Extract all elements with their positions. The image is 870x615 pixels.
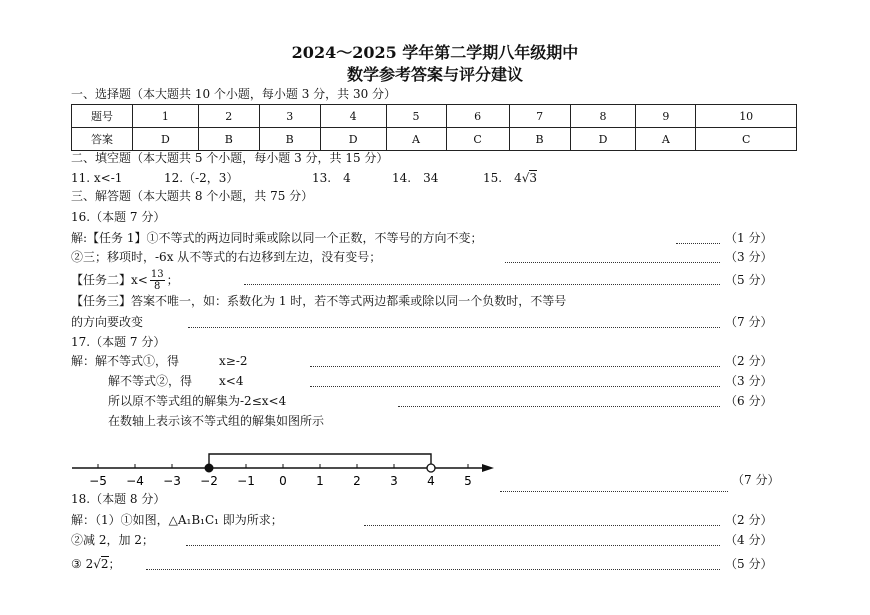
axis-tick-label: −5 — [89, 474, 107, 488]
q17-line-2-text: 解不等式②，得 — [108, 374, 193, 388]
axis-tick-label: 5 — [464, 474, 472, 488]
leader-dots — [505, 261, 720, 263]
leader-dots — [310, 385, 720, 387]
q18-heading: 18.（本题 8 分） — [71, 492, 166, 506]
q18-score-1: （2 分） — [725, 513, 773, 527]
fraction-numerator: 13 — [150, 269, 164, 280]
q16-score-2: （3 分） — [725, 250, 773, 264]
q17-line-1-text: 解：解不等式①，得 — [71, 354, 180, 368]
axis-tick-label: −4 — [126, 474, 144, 488]
q16-line-3 — [71, 268, 179, 292]
q16-line-5: 的方向要改变 — [71, 315, 144, 329]
q16-score-1: （1 分） — [725, 231, 773, 245]
answer-table — [71, 104, 797, 151]
fill-answer-15-radicand: 3 — [529, 171, 538, 185]
axis-tick-label: 0 — [279, 474, 287, 488]
axis-tick-label: −3 — [163, 474, 181, 488]
section3-heading: 三、解答题（本大题共 8 个小题，共 75 分） — [71, 189, 314, 203]
q18-line-1: 解：（1）①如图，△A₁B₁C₁ 即为所求； — [71, 513, 283, 527]
q18-line-2: ②减 2，加 2； — [71, 533, 154, 547]
q16-score-5: （7 分） — [725, 315, 773, 329]
axis-tick-label: 1 — [316, 474, 324, 488]
table-cell: 6 — [446, 105, 509, 128]
table-cell: 2 — [198, 105, 259, 128]
q17-score-3: （6 分） — [725, 394, 773, 408]
table-cell: 8 — [570, 105, 636, 128]
leader-dots — [146, 568, 720, 570]
leader-dots — [676, 242, 720, 244]
axis-tick-label: −2 — [200, 474, 218, 488]
q16-line-3-label: 【任务二】x< — [71, 273, 148, 287]
table-cell: 10 — [696, 105, 797, 128]
q17-score-1: （2 分） — [725, 354, 773, 368]
axis-tick-label: 2 — [353, 474, 361, 488]
table-row-question-numbers — [72, 105, 797, 128]
q16-line-2: ②三；移项时，-6x 从不等式的右边移到左边，没有变号； — [71, 250, 382, 264]
leader-dots — [364, 524, 720, 526]
title-line-2: 数学参考答案与评分建议 — [346, 65, 523, 84]
sqrt-icon: √ — [93, 557, 101, 571]
fill-answer-14: 14. 34 — [392, 171, 439, 185]
table-cell: D — [320, 128, 386, 151]
axis-tick-label: 3 — [390, 474, 398, 488]
leader-dots — [244, 283, 720, 285]
q17-score-2: （3 分） — [725, 374, 773, 388]
table-row-answers — [72, 128, 797, 151]
table-cell: 7 — [509, 105, 570, 128]
fill-answer-12: 12.（-2，3） — [164, 171, 239, 185]
q18-line-3-prefix: ③ 2 — [71, 557, 94, 571]
table-cell: A — [636, 128, 696, 151]
q17-line-4: 在数轴上表示该不等式组的解集如图所示 — [108, 414, 325, 428]
q18-score-3: （5 分） — [725, 557, 773, 571]
open-endpoint-icon — [427, 464, 435, 472]
closed-endpoint-icon — [205, 464, 213, 472]
leader-dots — [398, 405, 720, 407]
leader-dots — [188, 326, 720, 328]
table-cell: A — [386, 128, 446, 151]
table-cell: D — [133, 128, 199, 151]
fill-answer-15 — [483, 170, 537, 186]
table-cell: C — [446, 128, 509, 151]
table-cell: 9 — [636, 105, 696, 128]
table-cell: B — [509, 128, 570, 151]
axis-tick-label: 4 — [427, 474, 435, 488]
table-row-label: 答案 — [72, 128, 133, 151]
sqrt-icon: √ — [521, 171, 530, 185]
fill-answer-15-prefix: 15. 4 — [483, 171, 522, 185]
fill-answer-11: 11. x<-1 — [71, 171, 123, 185]
q17-line-1-expr: x≥-2 — [219, 354, 248, 368]
table-cell: 4 — [320, 105, 386, 128]
table-row-label: 题号 — [72, 105, 133, 128]
q16-line-3-tail: ； — [166, 273, 179, 287]
axis-tick-label: −1 — [237, 474, 255, 488]
section1-heading: 一、选择题（本大题共 10 个小题，每小题 3 分，共 30 分） — [71, 87, 397, 101]
table-cell: B — [259, 128, 320, 151]
leader-dots — [310, 365, 720, 367]
q17-line-3: 所以原不等式组的解集为-2≤x<4 — [108, 394, 287, 408]
leader-dots — [186, 544, 720, 546]
q17-heading: 17.（本题 7 分） — [71, 335, 166, 349]
q18-score-2: （4 分） — [725, 533, 773, 547]
table-cell: C — [696, 128, 797, 151]
q16-score-3: （5 分） — [725, 273, 773, 287]
q17-line-2-expr: x<4 — [219, 374, 244, 388]
q16-heading: 16.（本题 7 分） — [71, 210, 166, 224]
fraction — [150, 269, 165, 292]
axis-arrow-icon — [482, 464, 494, 472]
fill-answer-13: 13. 4 — [312, 171, 351, 185]
title-line-1: 2024～2025 学年第二学期八年级期中 — [291, 43, 579, 62]
table-cell: 3 — [259, 105, 320, 128]
table-cell: D — [570, 128, 636, 151]
fraction-denominator: 8 — [154, 281, 161, 292]
q17-score-4: （7 分） — [732, 473, 780, 487]
table-cell: 1 — [133, 105, 199, 128]
leader-dots — [500, 490, 728, 492]
q18-line-3-tail: ； — [108, 557, 121, 571]
q18-line-3-radicand: 2 — [100, 557, 109, 571]
q16-line-1: 解:【任务 1】①不等式的两边同时乘或除以同一个正数，不等号的方向不变； — [71, 231, 483, 245]
q18-line-3 — [71, 556, 121, 572]
q16-line-4: 【任务三】答案不唯一，如：系数化为 1 时，若不等式两边都乘或除以同一个负数时，不等号 — [71, 294, 567, 308]
section2-heading: 二、填空题（本大题共 5 个小题，每小题 3 分，共 15 分） — [71, 151, 389, 165]
table-cell: B — [198, 128, 259, 151]
table-cell: 5 — [386, 105, 446, 128]
